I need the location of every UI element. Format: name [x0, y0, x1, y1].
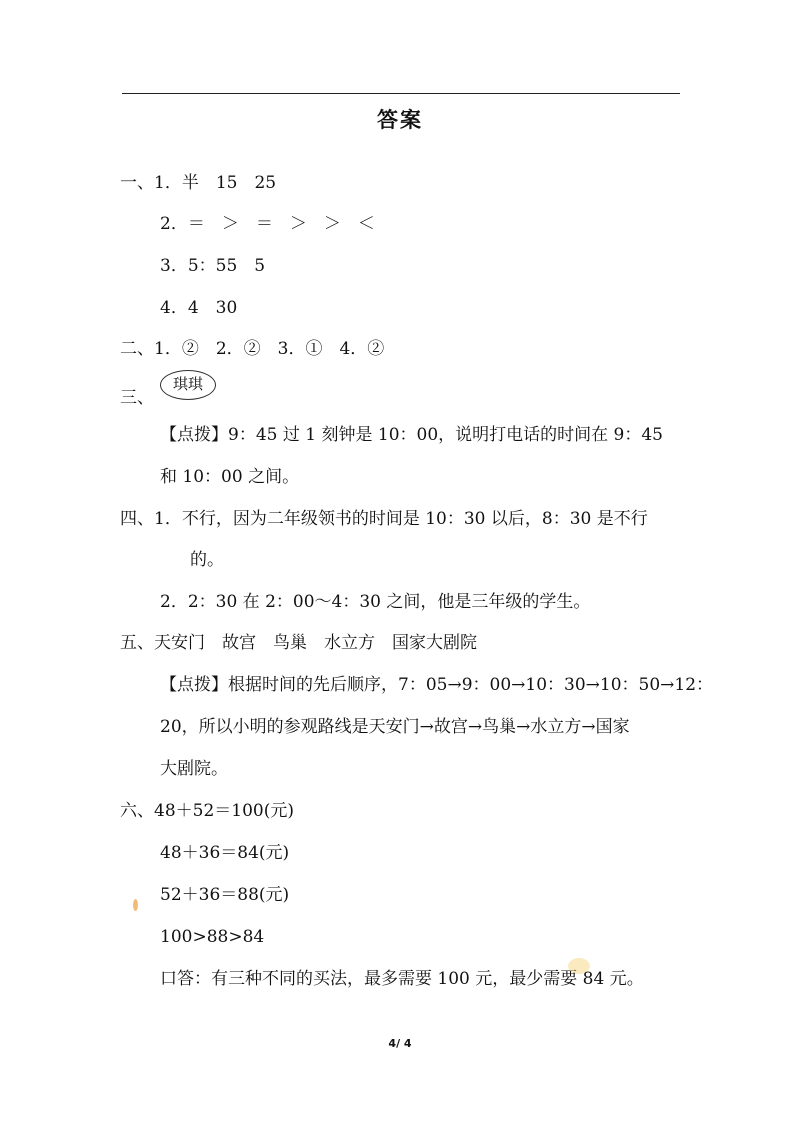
answer-5-hint-line-1: 【点拨】根据时间的先后顺序，7：05→9：00→10：30→10：50→12：: [160, 675, 714, 695]
answer-1-4: 4．4 30: [160, 298, 238, 318]
answer-1-1: 一、1．半 15 25: [120, 173, 277, 193]
answer-6-line-3: 52＋36＝88(元): [160, 885, 290, 905]
answer-4-2: 2．2：30 在 2：00～4：30 之间，他是三年级的学生。: [160, 592, 591, 612]
header-rule: [122, 93, 680, 94]
answer-6-line-2: 48＋36＝84(元): [160, 843, 290, 863]
scan-speck: [133, 899, 138, 911]
answer-3-circled-name: 琪琪: [160, 370, 216, 400]
answer-1-3: 3．5：55 5: [160, 256, 266, 276]
answer-3-hint-line-1: 【点拨】9：45 过 1 刻钟是 10：00，说明打电话的时间在 9：45: [160, 425, 663, 445]
answer-5-hint-line-3: 大剧院。: [160, 759, 228, 779]
answer-4-1-line-1: 四、1．不行，因为二年级领书的时间是 10：30 以后，8：30 是不行: [120, 509, 648, 529]
answer-3-label: 三、: [120, 388, 154, 408]
answer-5: 五、天安门 故宫 鸟巢 水立方 国家大剧院: [120, 633, 477, 653]
answer-5-hint-line-2: 20，所以小明的参观路线是天安门→故宫→鸟巢→水立方→国家: [160, 717, 630, 737]
answer-6-oral-answer: 口答：有三种不同的买法，最多需要 100 元，最少需要 84 元。: [160, 969, 644, 989]
scan-smudge: [568, 958, 590, 974]
page-number: 4/ 4: [388, 1037, 412, 1050]
page-title: 答案: [377, 108, 423, 132]
answer-3-hint-line-2: 和 10：00 之间。: [160, 467, 300, 487]
answer-4-1-line-2: 的。: [190, 550, 224, 570]
answer-2: 二、1．② 2．② 3．① 4．②: [120, 339, 385, 359]
answer-6-line-1: 六、48＋52＝100(元): [120, 801, 294, 821]
answer-1-2: 2．＝ ＞ ＝ ＞ ＞ ＜: [160, 214, 375, 234]
answer-6-line-4: 100>88>84: [160, 927, 265, 947]
